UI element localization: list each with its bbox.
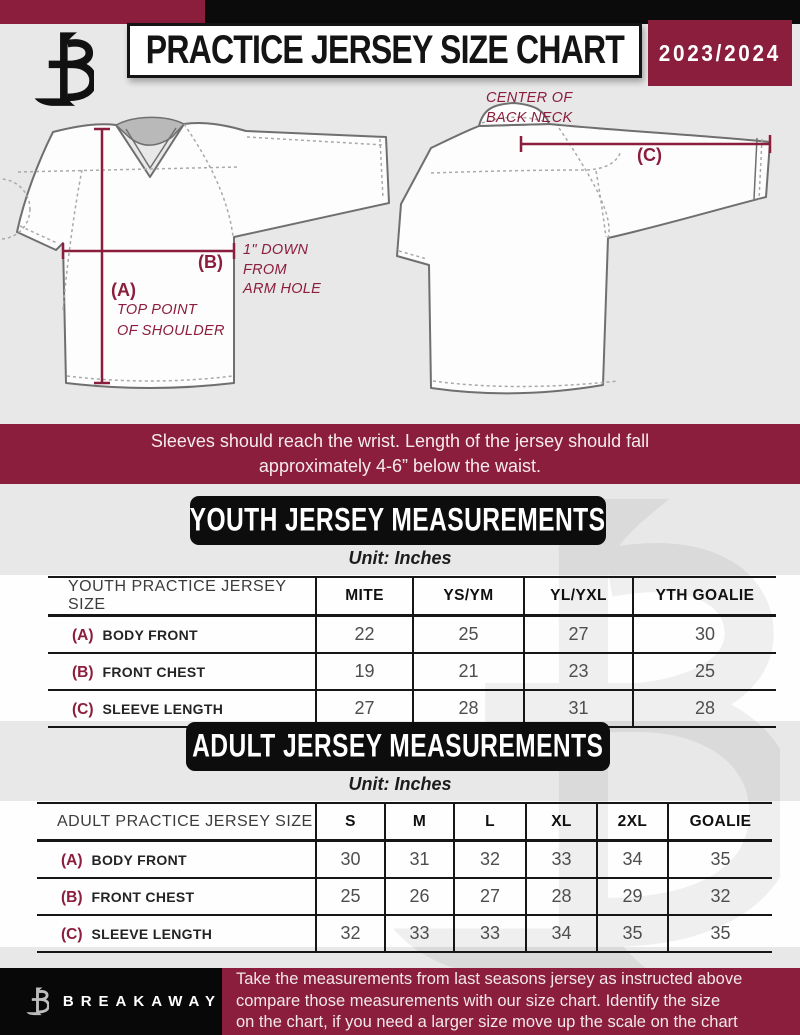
page-title: PRACTICE JERSEY SIZE CHART [145,28,624,72]
size-value-cell: 22 [316,616,413,654]
size-value-cell: 34 [526,915,597,952]
table-row [48,653,776,690]
measure-key: (C) [72,701,94,718]
measure-label: FRONT CHEST [102,664,206,680]
season-badge [648,20,792,86]
size-value-cell: 27 [524,616,633,654]
table-header-row [48,577,776,616]
size-value-cell: 32 [668,878,772,915]
size-value-cell: 33 [454,915,526,952]
size-value-cell: 31 [524,690,633,727]
size-value-cell: 30 [316,841,385,879]
row-header-cell [37,915,316,952]
footer-brand-name: BREAKAWAY [62,993,222,1010]
size-value-cell: 33 [526,841,597,879]
measure-a-key: (A) [111,280,136,300]
season-label: 2023/2024 [658,39,782,66]
measure-label: SLEEVE LENGTH [91,926,213,942]
measure-key: (C) [61,926,83,943]
row-header-cell [37,841,316,879]
size-value-cell: 28 [413,690,524,727]
fit-notice-banner [0,424,800,484]
table-row [37,915,772,952]
size-value-cell: 27 [454,878,526,915]
size-value-cell: 28 [633,690,776,727]
size-value-cell: 25 [633,653,776,690]
annotation-line: OF SHOULDER [117,323,225,339]
footer-note-line: compare those measurements with our size chart. Identify the size [236,991,721,1010]
row-header-cell [48,653,316,690]
column-header: S [316,803,385,841]
adult-section-banner [186,722,610,771]
size-value-cell: 23 [524,653,633,690]
size-value-cell: 30 [633,616,776,654]
column-header: YOUTH PRACTICE JERSEY SIZE [48,577,316,616]
row-header-cell [48,616,316,654]
column-header: XL [526,803,597,841]
size-value-cell: 27 [316,690,413,727]
armhole-annotation [243,241,321,300]
size-value-cell: 33 [385,915,454,952]
notice-line: Sleeves should reach the wrist. Length of the jersey should fall [150,431,650,451]
column-header: ADULT PRACTICE JERSEY SIZE [37,803,316,841]
measure-c-key: (C) [637,145,662,165]
adult-unit-label: Unit: Inches [348,774,452,794]
header-accent-strip-maroon [0,0,205,24]
page-title-box [127,23,642,78]
size-value-cell: 32 [454,841,526,879]
size-value-cell: 35 [668,841,772,879]
row-header-cell [37,878,316,915]
table-row [37,841,772,879]
adult-section-title: ADULT JERSEY MEASUREMENTS [192,728,604,764]
size-value-cell: 21 [413,653,524,690]
shoulder-annotation [117,300,225,342]
annotation-line: ARM HOLE [243,281,322,297]
annotation-line: CENTER OF [486,90,573,106]
column-header: L [454,803,526,841]
size-value-cell: 34 [597,841,668,879]
column-header: YS/YM [413,577,524,616]
annotation-line: TOP POINT [117,302,198,318]
footer-note-line: Take the measurements from last seasons jersey as instructed above [236,970,743,989]
column-header: GOALIE [668,803,772,841]
adult-size-table [37,802,772,953]
measure-key: (A) [61,852,83,869]
measure-label: SLEEVE LENGTH [102,701,224,717]
size-value-cell: 28 [526,878,597,915]
youth-unit-label: Unit: Inches [348,548,452,568]
size-value-cell: 26 [385,878,454,915]
table-row [37,878,772,915]
annotation-line: 1" DOWN [243,242,309,258]
size-value-cell: 19 [316,653,413,690]
column-header: YL/YXL [524,577,633,616]
measure-b-key: (B) [198,252,223,272]
column-header: MITE [316,577,413,616]
measure-label: BODY FRONT [102,627,198,643]
measure-label: BODY FRONT [91,852,187,868]
measure-key: (A) [72,627,94,644]
column-header: 2XL [597,803,668,841]
measure-key: (B) [61,889,83,906]
jersey-diagrams [0,85,800,425]
column-header: YTH GOALIE [633,577,776,616]
youth-section-banner [190,496,606,545]
footer-instructions-panel [222,968,800,1035]
footer-brand-panel [0,968,222,1035]
annotation-line: FROM [243,261,287,278]
column-header: M [385,803,454,841]
size-value-cell: 25 [413,616,524,654]
notice-line: approximately 4-6” below the waist. [258,456,542,476]
annotation-line: BACK NECK [486,109,573,126]
size-value-cell: 35 [668,915,772,952]
table-header-row [37,803,772,841]
youth-size-table [48,576,776,728]
size-value-cell: 31 [385,841,454,879]
measure-label: FRONT CHEST [91,889,195,905]
back-neck-annotation [486,89,573,128]
brand-logo-icon [28,26,94,116]
table-row [48,616,776,654]
size-value-cell: 25 [316,878,385,915]
size-value-cell: 32 [316,915,385,952]
size-value-cell: 35 [597,915,668,952]
size-value-cell: 29 [597,878,668,915]
measure-key: (B) [72,664,94,681]
youth-section-title: YOUTH JERSEY MEASUREMENTS [190,502,606,538]
footer-note-line: on the chart, if you need a larger size move up the scale on the chart [236,1013,738,1032]
footer-brand-logo-icon [24,980,49,1024]
